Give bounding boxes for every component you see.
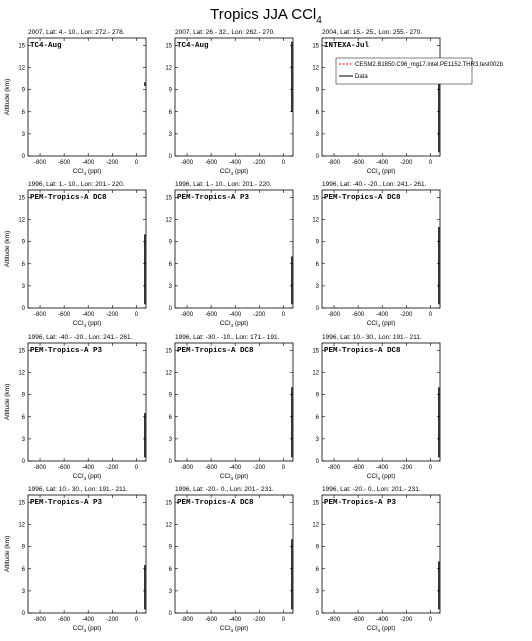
x-tick-label: -200 (106, 160, 119, 166)
y-tick-label: 3 (168, 131, 172, 138)
plot-frame (322, 38, 440, 156)
y-tick-label: 6 (315, 109, 319, 116)
campaign-label: PEM-Tropics-A P3 (177, 194, 250, 202)
y-tick-label: 3 (21, 131, 25, 138)
x-tick-label: 0 (428, 617, 433, 623)
y-tick-label: 15 (312, 500, 319, 507)
x-tick-label: -600 (352, 160, 365, 166)
x-tick-label: -400 (82, 160, 95, 166)
y-tick-label: 12 (312, 217, 319, 224)
y-tick-label: 15 (18, 500, 25, 507)
figure-title-main: Tropics JJA CCl (210, 6, 317, 23)
y-tick-label: 6 (21, 414, 25, 421)
campaign-label: PEM-Tropics-A DC8 (324, 194, 401, 202)
plot-frame (175, 190, 293, 308)
figure-title (210, 6, 322, 26)
y-tick-label: 0 (168, 611, 172, 617)
x-tick-label: -600 (205, 160, 218, 166)
x-tick-label: 0 (281, 617, 286, 623)
y-axis-label: Altitude (km) (4, 535, 11, 573)
x-tick-label: -200 (253, 465, 266, 471)
campaign-label: PEM-Tropics-A DC8 (30, 194, 107, 202)
y-tick-label: 6 (168, 566, 172, 573)
x-axis-label-main: CCl (219, 168, 231, 175)
y-tick-label: 0 (21, 611, 25, 617)
x-axis-label-main: CCl (219, 473, 231, 480)
x-tick-label: -200 (400, 617, 413, 623)
panel-1 (4, 29, 146, 176)
panel-2 (165, 29, 293, 176)
x-tick-label: -200 (400, 465, 413, 471)
x-tick-label: -600 (352, 465, 365, 471)
x-axis-label-unit: (ppt) (380, 320, 396, 327)
panel-grid (4, 29, 504, 633)
y-tick-label: 15 (18, 348, 25, 355)
y-axis-label: Altitude (km) (4, 78, 11, 116)
x-tick-label: -800 (34, 312, 47, 318)
x-axis-label-subscript: 4 (230, 628, 234, 633)
x-axis-label-subscript: 4 (377, 323, 381, 328)
x-tick-label: -400 (376, 160, 389, 166)
x-axis-label-main: CCl (219, 625, 231, 632)
y-tick-label: 0 (315, 306, 319, 312)
x-tick-label: 0 (281, 465, 286, 471)
y-tick-label: 3 (315, 436, 319, 443)
y-tick-label: 0 (168, 459, 172, 465)
panel-subtitle: 1996, Lat: -20.- 0., Lon: 201.- 231. (175, 486, 274, 493)
x-tick-label: -200 (253, 617, 266, 623)
panel-5 (165, 181, 293, 328)
x-axis-label (73, 320, 102, 328)
x-axis-label-main: CCl (72, 320, 84, 327)
y-tick-label: 3 (168, 588, 172, 595)
x-axis-label-subscript: 4 (230, 323, 234, 328)
x-tick-label: 0 (281, 312, 286, 318)
x-tick-label: -600 (58, 312, 71, 318)
y-tick-label: 3 (315, 283, 319, 290)
panel-subtitle: 2004, Lat: 15.- 25., Lon: 255.- 270. (322, 29, 423, 36)
y-tick-label: 12 (18, 522, 25, 529)
y-tick-label: 9 (315, 239, 319, 246)
panel-7 (4, 334, 146, 481)
y-tick-label: 15 (165, 348, 172, 355)
y-tick-label: 6 (315, 414, 319, 421)
y-tick-label: 9 (21, 87, 25, 94)
x-axis-label-subscript: 4 (230, 476, 234, 481)
y-tick-label: 12 (165, 217, 172, 224)
x-axis-label-subscript: 4 (83, 171, 87, 176)
x-axis-label-subscript: 4 (377, 628, 381, 633)
x-axis-label-unit: (ppt) (86, 625, 102, 632)
x-axis-label (367, 625, 396, 633)
x-axis-label-main: CCl (366, 625, 378, 632)
x-axis-label-unit: (ppt) (86, 320, 102, 327)
x-tick-label: -800 (328, 160, 341, 166)
x-axis-label-unit: (ppt) (380, 168, 396, 175)
x-tick-label: -200 (400, 160, 413, 166)
x-tick-label: -800 (34, 160, 47, 166)
panel-4 (4, 181, 146, 328)
x-tick-label: -200 (106, 312, 119, 318)
legend-label: Data (355, 74, 368, 80)
x-tick-label: -400 (229, 617, 242, 623)
x-tick-label: -200 (106, 617, 119, 623)
panel-subtitle: 1996, Lat: -20.- 0., Lon: 201.- 231. (322, 486, 421, 493)
x-tick-label: -600 (205, 312, 218, 318)
y-tick-label: 3 (21, 436, 25, 443)
x-tick-label: -600 (58, 465, 71, 471)
campaign-label: TC4-Aug (30, 42, 62, 50)
x-tick-label: 0 (428, 465, 433, 471)
x-axis-label (367, 473, 396, 481)
x-tick-label: -400 (229, 312, 242, 318)
x-tick-label: -600 (205, 617, 218, 623)
y-tick-label: 3 (21, 588, 25, 595)
y-tick-label: 6 (168, 109, 172, 116)
y-tick-label: 3 (315, 131, 319, 138)
campaign-label: PEM-Tropics-A DC8 (324, 347, 401, 355)
y-tick-label: 0 (168, 306, 172, 312)
x-tick-label: -800 (34, 465, 47, 471)
x-axis-label (73, 168, 102, 176)
panel-3 (312, 29, 503, 176)
plot-frame (175, 343, 293, 461)
y-tick-label: 9 (315, 87, 319, 94)
x-tick-label: 0 (281, 160, 286, 166)
y-tick-label: 3 (21, 283, 25, 290)
campaign-label: PEM-Tropics-A DC8 (177, 347, 254, 355)
x-axis-label (73, 625, 102, 633)
y-tick-label: 0 (315, 611, 319, 617)
plot-frame (28, 495, 146, 613)
y-tick-label: 15 (165, 195, 172, 202)
x-tick-label: -400 (376, 617, 389, 623)
x-tick-label: -800 (328, 617, 341, 623)
x-axis-label-subscript: 4 (377, 171, 381, 176)
x-axis-label-unit: (ppt) (380, 473, 396, 480)
y-axis-label: Altitude (km) (4, 230, 11, 268)
x-tick-label: 0 (134, 160, 139, 166)
x-tick-label: -400 (82, 312, 95, 318)
plot-frame (28, 190, 146, 308)
x-tick-label: -600 (58, 617, 71, 623)
plot-frame (322, 190, 440, 308)
y-tick-label: 0 (21, 459, 25, 465)
x-tick-label: -400 (229, 160, 242, 166)
y-tick-label: 15 (18, 43, 25, 50)
x-axis-label-unit: (ppt) (233, 625, 249, 632)
campaign-label: PEM-Tropics-A DC8 (177, 499, 254, 507)
x-tick-label: 0 (428, 160, 433, 166)
y-tick-label: 15 (312, 195, 319, 202)
y-tick-label: 6 (21, 566, 25, 573)
y-tick-label: 6 (168, 414, 172, 421)
panel-12 (312, 486, 440, 633)
campaign-label: TC4-Aug (177, 42, 209, 50)
campaign-label: INTEXA-Jul (324, 42, 370, 50)
x-tick-label: -400 (376, 312, 389, 318)
y-tick-label: 12 (312, 65, 319, 72)
y-axis-label: Altitude (km) (4, 383, 11, 421)
y-tick-label: 6 (315, 566, 319, 573)
y-tick-label: 9 (315, 392, 319, 399)
panel-subtitle: 1996, Lat: 1.- 10., Lon: 201.- 220. (175, 181, 272, 188)
panel-8 (165, 334, 293, 481)
x-tick-label: -800 (181, 617, 194, 623)
plot-frame (28, 38, 146, 156)
panel-subtitle: 1996, Lat: 1.- 10., Lon: 201.- 220. (28, 181, 125, 188)
plot-frame (28, 343, 146, 461)
x-tick-label: 0 (134, 465, 139, 471)
y-tick-label: 15 (18, 195, 25, 202)
y-tick-label: 0 (21, 154, 25, 160)
y-tick-label: 3 (168, 283, 172, 290)
x-tick-label: -400 (229, 465, 242, 471)
y-tick-label: 3 (315, 588, 319, 595)
panel-subtitle: 2007, Lat: 4.- 10., Lon: 272.- 278. (28, 29, 125, 36)
x-tick-label: -400 (82, 617, 95, 623)
y-tick-label: 15 (165, 43, 172, 50)
x-axis-label-main: CCl (366, 320, 378, 327)
panel-subtitle: 1996, Lat: 10.- 30., Lon: 191.- 211. (322, 334, 422, 341)
x-axis-label-subscript: 4 (83, 476, 87, 481)
x-tick-label: -800 (328, 312, 341, 318)
y-tick-label: 6 (21, 261, 25, 268)
x-tick-label: -200 (253, 160, 266, 166)
campaign-label: PEM-Tropics-A P3 (30, 347, 103, 355)
x-axis-label-unit: (ppt) (233, 473, 249, 480)
panel-6 (312, 181, 440, 328)
y-tick-label: 15 (312, 43, 319, 50)
legend (336, 58, 504, 84)
y-tick-label: 12 (18, 370, 25, 377)
y-tick-label: 9 (21, 544, 25, 551)
x-axis-label-main: CCl (72, 168, 84, 175)
panel-subtitle: 1996, Lat: -40.- -20., Lon: 241.- 261. (28, 334, 133, 341)
y-tick-label: 15 (165, 500, 172, 507)
y-tick-label: 0 (21, 306, 25, 312)
y-tick-label: 12 (165, 370, 172, 377)
x-tick-label: -400 (82, 465, 95, 471)
y-tick-label: 12 (18, 65, 25, 72)
x-tick-label: -600 (352, 617, 365, 623)
y-tick-label: 9 (168, 87, 172, 94)
x-axis-label-unit: (ppt) (233, 320, 249, 327)
y-tick-label: 12 (312, 370, 319, 377)
plot-frame (175, 38, 293, 156)
x-axis-label-main: CCl (366, 473, 378, 480)
y-tick-label: 0 (168, 154, 172, 160)
y-tick-label: 9 (168, 392, 172, 399)
x-axis-label (367, 168, 396, 176)
campaign-label: PEM-Tropics-A P3 (30, 499, 103, 507)
x-tick-label: -600 (352, 312, 365, 318)
panel-subtitle: 2007, Lat: 26.- 32., Lon: 262.- 270. (175, 29, 276, 36)
x-axis-label (220, 320, 249, 328)
x-tick-label: 0 (134, 312, 139, 318)
x-axis-label (220, 625, 249, 633)
panel-9 (312, 334, 440, 481)
x-tick-label: 0 (428, 312, 433, 318)
y-tick-label: 9 (21, 392, 25, 399)
y-tick-label: 6 (315, 261, 319, 268)
y-tick-label: 15 (312, 348, 319, 355)
x-tick-label: -600 (205, 465, 218, 471)
x-axis-label-main: CCl (366, 168, 378, 175)
x-axis-label-unit: (ppt) (233, 168, 249, 175)
x-tick-label: -800 (181, 465, 194, 471)
y-tick-label: 6 (21, 109, 25, 116)
x-tick-label: -200 (106, 465, 119, 471)
plot-frame (322, 343, 440, 461)
x-tick-label: -200 (400, 312, 413, 318)
x-axis-label-subscript: 4 (230, 171, 234, 176)
x-tick-label: -800 (181, 312, 194, 318)
x-axis-label (220, 473, 249, 481)
x-axis-label (220, 168, 249, 176)
campaign-label: PEM-Tropics-A P3 (324, 499, 397, 507)
y-tick-label: 12 (18, 217, 25, 224)
y-tick-label: 12 (165, 522, 172, 529)
panel-10 (4, 486, 146, 633)
y-tick-label: 9 (21, 239, 25, 246)
x-axis-label-subscript: 4 (83, 628, 87, 633)
x-axis-label (73, 473, 102, 481)
plot-frame (322, 495, 440, 613)
panel-11 (165, 486, 293, 633)
y-tick-label: 9 (168, 544, 172, 551)
y-tick-label: 0 (315, 154, 319, 160)
y-tick-label: 9 (315, 544, 319, 551)
panel-subtitle: 1996, Lat: 10.- 30., Lon: 191.- 211. (28, 486, 128, 493)
legend-label: CESM2.B1850.C96_mg17.intel.PE1152.THR3.test002b (355, 62, 503, 68)
y-tick-label: 12 (312, 522, 319, 529)
x-tick-label: -800 (34, 617, 47, 623)
panel-subtitle: 1996, Lat: -30.- -10., Lon: 171.- 191. (175, 334, 280, 341)
x-axis-label (367, 320, 396, 328)
x-axis-label-subscript: 4 (83, 323, 87, 328)
x-tick-label: -600 (58, 160, 71, 166)
x-axis-label-subscript: 4 (377, 476, 381, 481)
x-axis-label-main: CCl (72, 625, 84, 632)
figure-title-subscript: 4 (316, 15, 322, 26)
x-axis-label-main: CCl (72, 473, 84, 480)
y-tick-label: 12 (165, 65, 172, 72)
x-axis-label-unit: (ppt) (86, 473, 102, 480)
x-tick-label: -400 (376, 465, 389, 471)
x-axis-label-unit: (ppt) (380, 625, 396, 632)
y-tick-label: 6 (168, 261, 172, 268)
y-tick-label: 0 (315, 459, 319, 465)
x-tick-label: -800 (181, 160, 194, 166)
x-axis-label-main: CCl (219, 320, 231, 327)
panel-subtitle: 1996, Lat: -40.- -20., Lon: 241.- 261. (322, 181, 427, 188)
y-tick-label: 3 (168, 436, 172, 443)
x-tick-label: -800 (328, 465, 341, 471)
x-tick-label: 0 (134, 617, 139, 623)
x-tick-label: -200 (253, 312, 266, 318)
x-axis-label-unit: (ppt) (86, 168, 102, 175)
y-tick-label: 9 (168, 239, 172, 246)
plot-frame (175, 495, 293, 613)
